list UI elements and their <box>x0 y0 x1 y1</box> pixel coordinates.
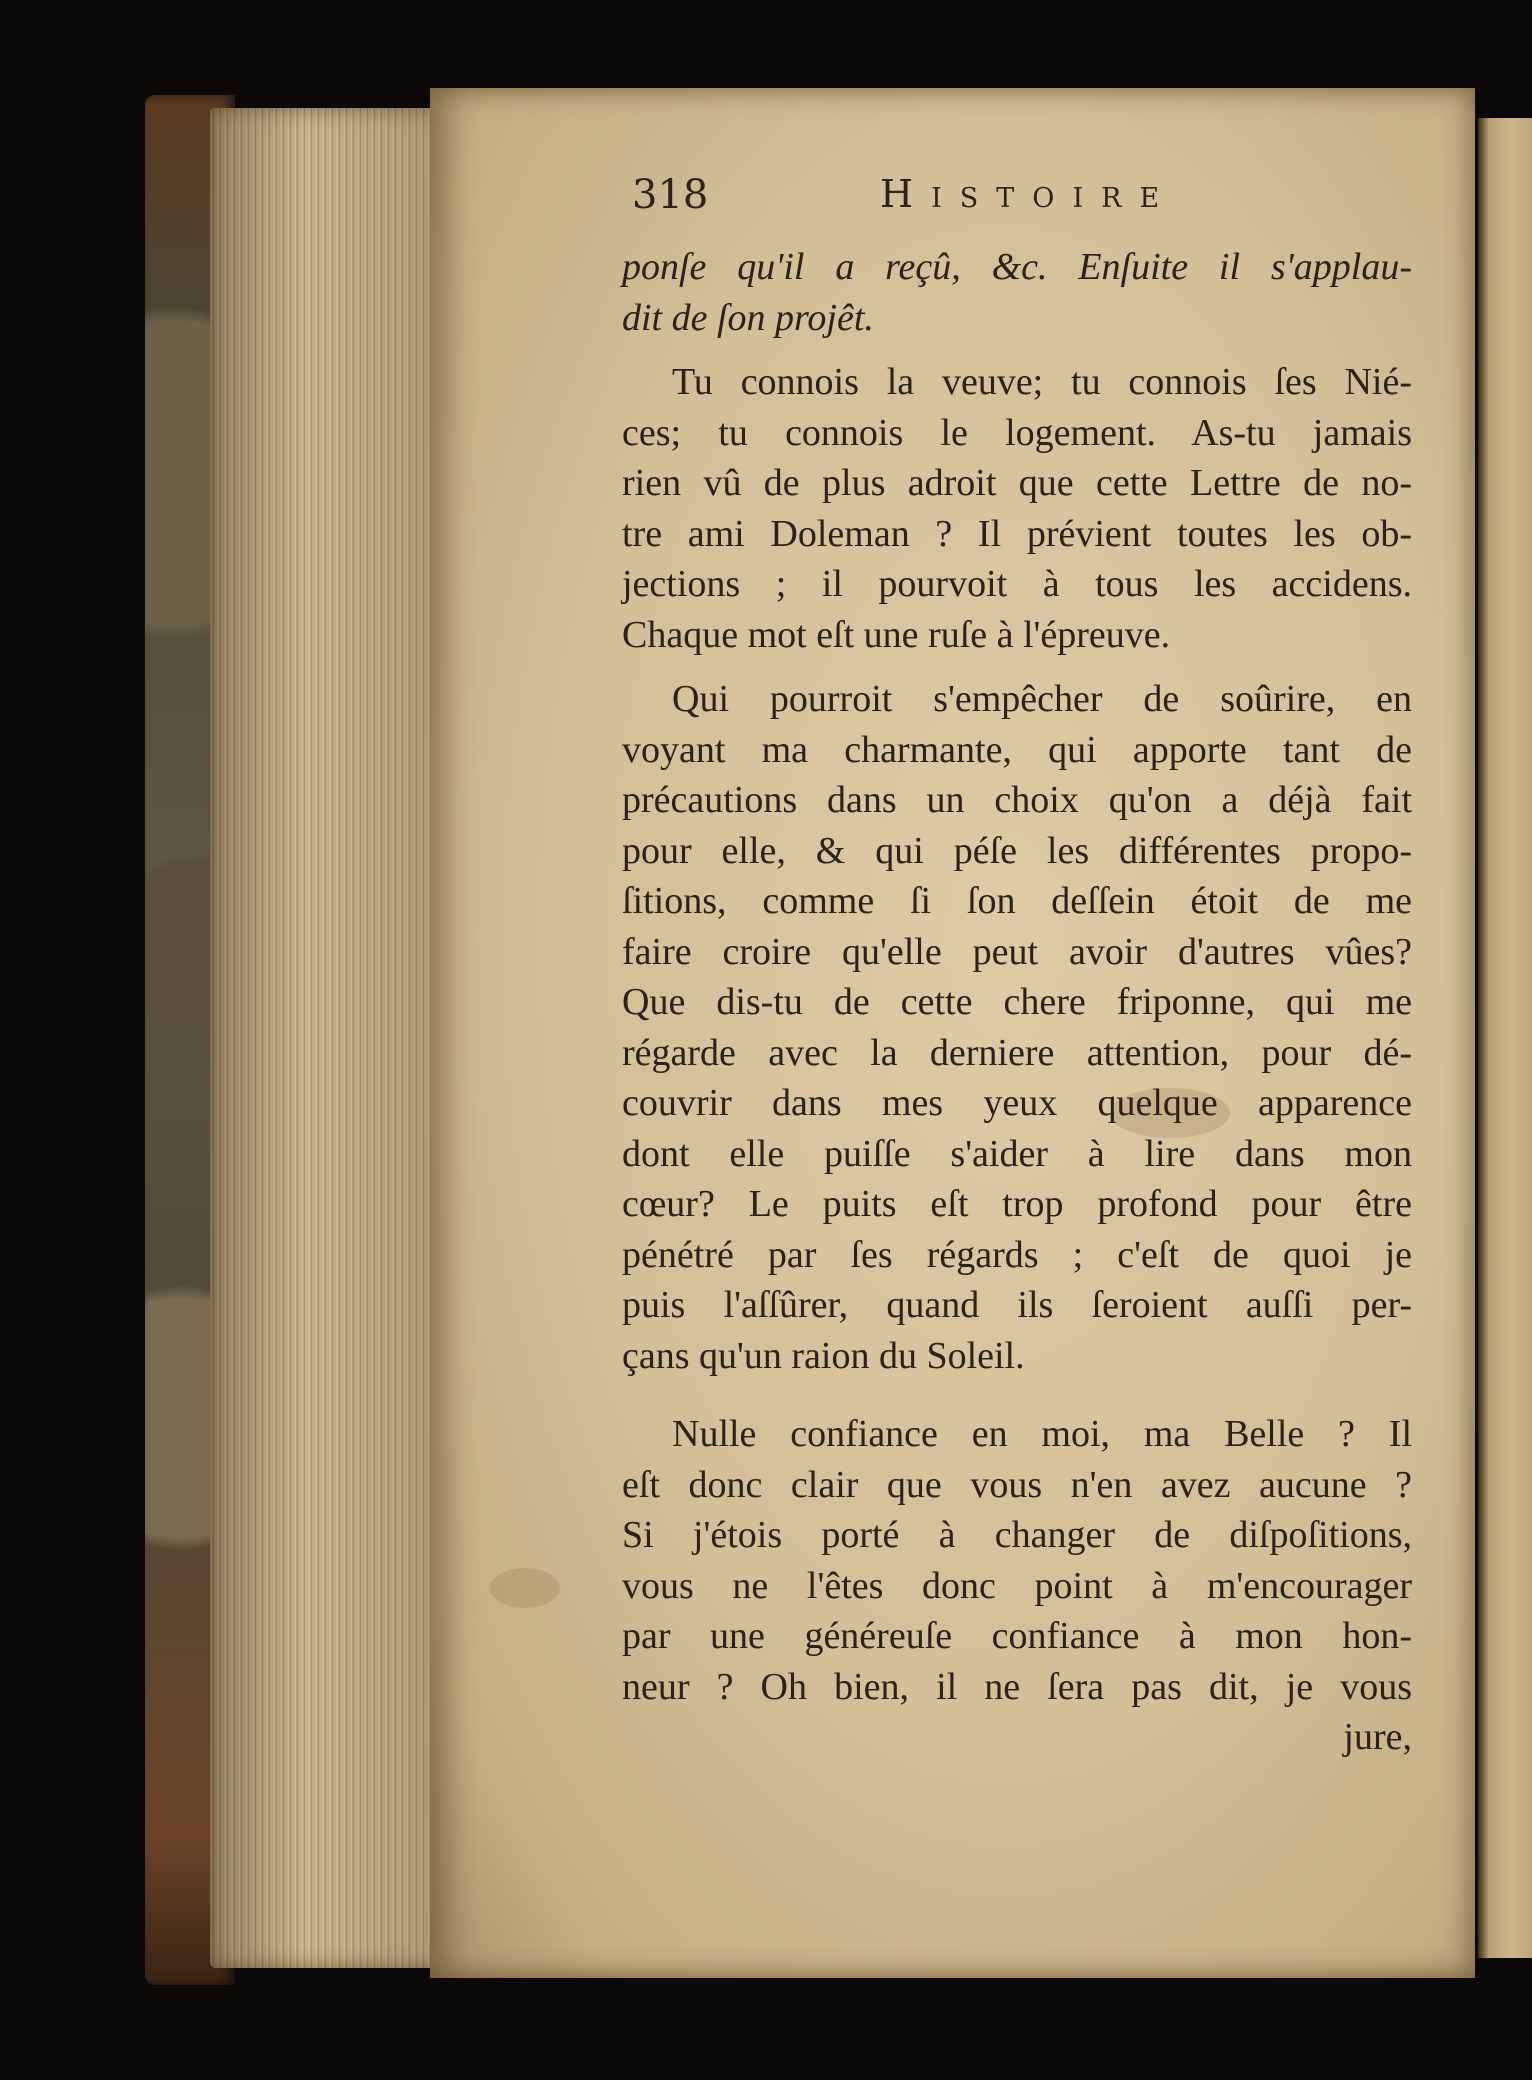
text-line: eſt donc clair que vous n'en avez aucune ? <box>622 1463 1412 1506</box>
page-edges <box>210 108 450 1968</box>
page-stain <box>490 1568 560 1608</box>
paragraph-gap <box>622 1381 1412 1409</box>
text-line: précautions dans un choix qu'on a déjà fait <box>622 779 1412 821</box>
text-line: ces; tu connois le logement. As-tu jamais <box>622 411 1412 454</box>
running-title: Histoire <box>880 172 1178 216</box>
text-line: Nulle confiance en moi, ma Belle ? Il <box>672 1413 1412 1455</box>
text-line: faire croire qu'elle peut avoir d'autres vûes? <box>622 930 1412 973</box>
text-line: pour elle, & qui péſe les différentes propo- <box>622 829 1412 872</box>
text-line: Que dis-tu de cette chere friponne, qui me <box>622 981 1412 1023</box>
text-line: pénétré par ſes régards ; c'eſt de quoi je <box>622 1233 1412 1276</box>
text-line: dont elle puiſſe s'aider à lire dans mon <box>622 1132 1412 1175</box>
text-line: cœur? Le puits eſt trop profond pour être <box>622 1183 1412 1225</box>
paragraph-gap <box>622 660 1412 674</box>
text-line: Si j'étois porté à changer de diſpoſitions, <box>622 1514 1412 1556</box>
paragraph-gap <box>622 343 1412 357</box>
text-line: Tu connois la veuve; tu connois ſes Nié- <box>672 361 1412 403</box>
text-line: jections ; il pourvoit à tous les accidens. <box>622 563 1412 605</box>
text-line: tre ami Doleman ? Il prévient toutes les ob- <box>622 512 1412 555</box>
page-number: 318 <box>632 172 709 218</box>
text-line: ponſe qu'il a reçû, &c. Enſuite il s'applau- <box>622 246 1412 288</box>
text-line: régarde avec la derniere attention, pour dé- <box>622 1031 1412 1074</box>
text-line: rien vû de plus adroit que cette Lettre de no- <box>622 462 1412 504</box>
text-line: couvrir dans mes yeux quelque apparence <box>622 1082 1412 1124</box>
text-line: voyant ma charmante, qui apporte tant de <box>622 728 1412 771</box>
text-line: puis l'aſſûrer, quand ils ſeroient auſſi per- <box>622 1284 1412 1326</box>
text-line: ſitions, comme ſi ſon deſſein étoit de me <box>622 880 1412 922</box>
text-line: Chaque mot eſt une ruſe à l'épreuve. <box>622 613 1171 656</box>
catchword: jure, <box>1343 1716 1412 1758</box>
text-line: neur ? Oh bien, il ne ſera pas dit, je vous <box>622 1665 1412 1708</box>
text-line: par une généreuſe confiance à mon hon- <box>622 1615 1412 1657</box>
text-line: Qui pourroit s'empêcher de soûrire, en <box>672 678 1412 720</box>
facing-page-edge <box>1478 118 1532 1958</box>
page-body <box>622 242 1412 1763</box>
text-line: çans qu'un raion du Soleil. <box>622 1334 1025 1377</box>
page-header <box>632 172 1232 222</box>
text-line: dit de ſon projêt. <box>622 296 874 339</box>
text-line: vous ne l'êtes donc point à m'encourager <box>622 1564 1412 1607</box>
